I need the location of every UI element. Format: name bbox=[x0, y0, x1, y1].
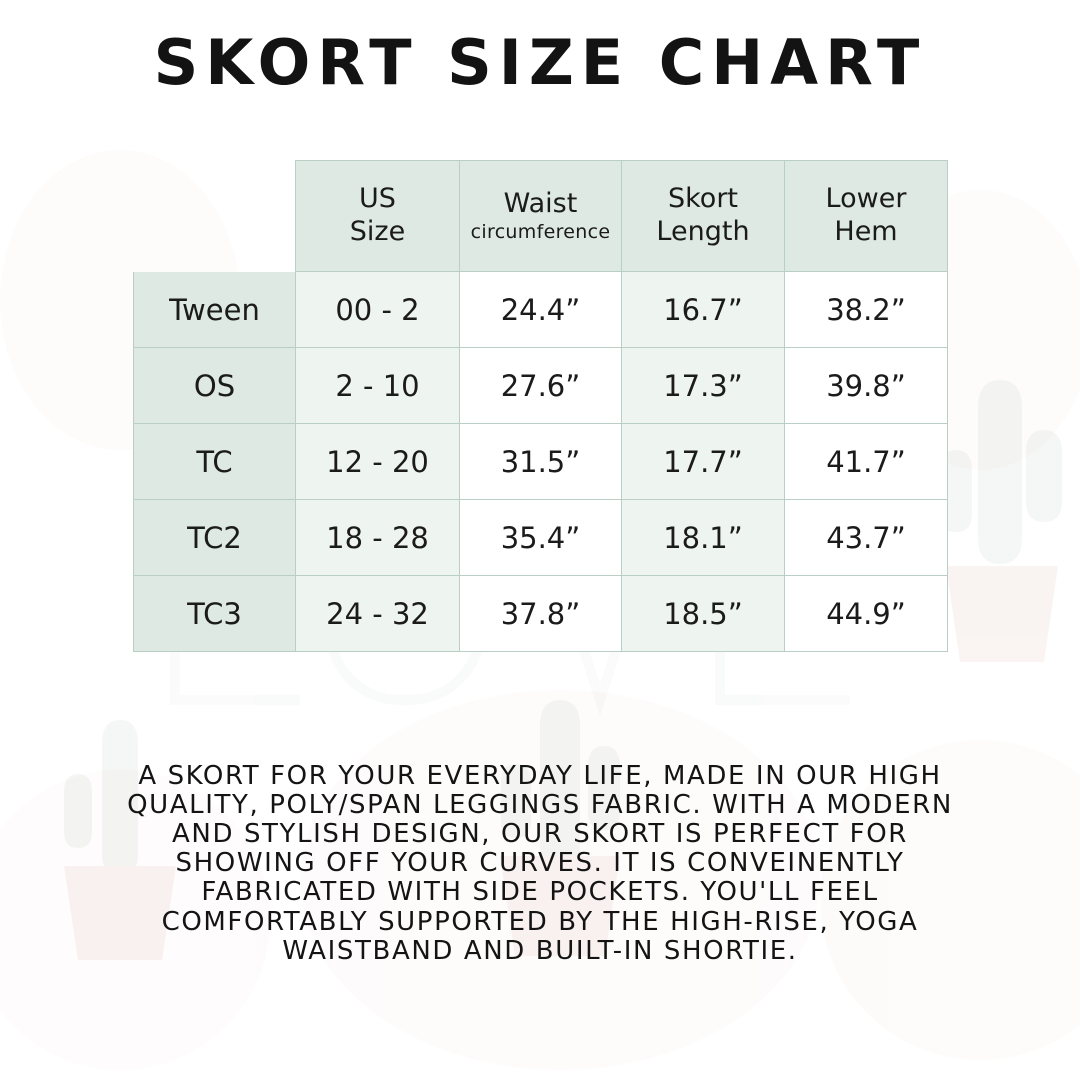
cell-tc-length: 17.7” bbox=[622, 424, 785, 500]
cell-tween-waist: 24.4” bbox=[460, 272, 622, 348]
cell-tc3-hem: 44.9” bbox=[785, 576, 948, 652]
column-header-us-size bbox=[296, 161, 460, 272]
cell-tc2-waist: 35.4” bbox=[460, 500, 622, 576]
table-row bbox=[134, 348, 948, 424]
description-line-6: COMFORTABLY SUPPORTED BY THE HIGH-RISE, YOGA bbox=[161, 906, 919, 937]
column-header-us-size-line1: US bbox=[359, 183, 396, 215]
cell-os-length: 17.3” bbox=[622, 348, 785, 424]
row-label-tween: Tween bbox=[134, 272, 296, 348]
cell-tc3-length: 18.5” bbox=[622, 576, 785, 652]
page-title: SKORT SIZE CHART bbox=[153, 26, 927, 99]
size-chart-table bbox=[133, 160, 948, 652]
cell-tc3-us-size: 24 - 32 bbox=[296, 576, 460, 652]
row-label-tc2: TC2 bbox=[134, 500, 296, 576]
cell-tc2-us-size: 18 - 28 bbox=[296, 500, 460, 576]
cell-tc-hem: 41.7” bbox=[785, 424, 948, 500]
column-header-skort-length-line2: Length bbox=[656, 216, 750, 247]
cell-tween-us-size: 00 - 2 bbox=[296, 272, 460, 348]
column-header-us-size-line2: Size bbox=[349, 216, 406, 247]
column-header-waist bbox=[460, 161, 622, 272]
table-row bbox=[134, 576, 948, 652]
cell-tc2-length: 18.1” bbox=[622, 500, 785, 576]
column-header-lower-hem bbox=[785, 161, 948, 272]
column-header-corner bbox=[134, 161, 296, 272]
table-row bbox=[134, 500, 948, 576]
row-label-os: OS bbox=[134, 348, 296, 424]
column-header-lower-hem-line2: Hem bbox=[834, 216, 898, 247]
table-row bbox=[134, 424, 948, 500]
size-chart-table-wrapper bbox=[133, 160, 947, 652]
cell-tween-length: 16.7” bbox=[622, 272, 785, 348]
cell-tc-us-size: 12 - 20 bbox=[296, 424, 460, 500]
column-header-skort-length bbox=[622, 161, 785, 272]
column-header-skort-length-line1: Skort bbox=[667, 183, 739, 215]
column-header-lower-hem-line1: Lower bbox=[825, 183, 907, 215]
row-label-tc: TC bbox=[134, 424, 296, 500]
column-header-waist-line1: Waist bbox=[503, 187, 578, 219]
cell-os-waist: 27.6” bbox=[460, 348, 622, 424]
row-label-tc3: TC3 bbox=[134, 576, 296, 652]
description-line-7: WAISTBAND AND BUILT-IN SHORTIE. bbox=[282, 935, 798, 966]
cell-tween-hem: 38.2” bbox=[785, 272, 948, 348]
product-description bbox=[60, 762, 1020, 966]
cell-os-us-size: 2 - 10 bbox=[296, 348, 460, 424]
description-line-1: A SKORT FOR YOUR EVERYDAY LIFE, MADE IN OUR HIGH bbox=[138, 761, 942, 791]
cell-tc-waist: 31.5” bbox=[460, 424, 622, 500]
description-line-4: SHOWING OFF YOUR CURVES. IT IS CONVEINENTLY bbox=[175, 848, 905, 879]
table-header-row bbox=[134, 161, 948, 272]
description-line-2: QUALITY, POLY/SPAN LEGGINGS FABRIC. WITH A MODERN bbox=[127, 790, 953, 821]
column-header-waist-line2: circumference bbox=[470, 220, 611, 243]
description-line-5: FABRICATED WITH SIDE POCKETS. YOU'LL FEEL bbox=[201, 877, 879, 908]
cell-tc3-waist: 37.8” bbox=[460, 576, 622, 652]
description-line-3: AND STYLISH DESIGN, OUR SKORT IS PERFECT FOR bbox=[172, 819, 908, 850]
cell-tc2-hem: 43.7” bbox=[785, 500, 948, 576]
cell-os-hem: 39.8” bbox=[785, 348, 948, 424]
table-row bbox=[134, 272, 948, 348]
